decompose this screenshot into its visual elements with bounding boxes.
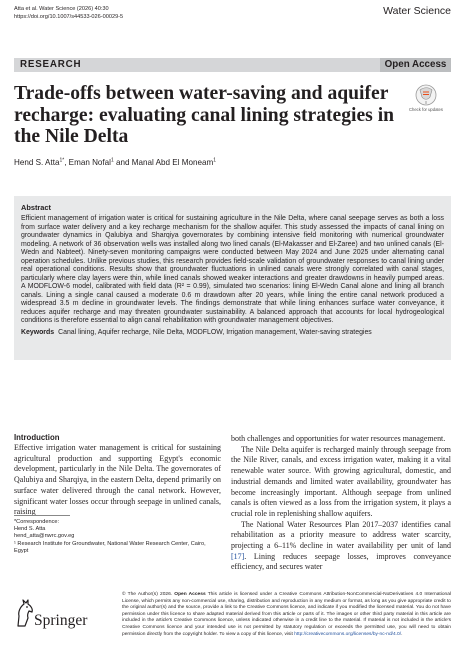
right-column: [231, 434, 451, 573]
springer-wordmark: Springer: [34, 612, 88, 629]
affiliation-line: ¹ Research Institute for Groundwater, National Water Research Center, Cairo, Egypt: [14, 540, 206, 554]
footnote-line: Hend S. Atta: [14, 526, 46, 533]
author-name: , Eman Nofal: [64, 158, 111, 167]
footnote-divider: [14, 515, 70, 516]
keywords-line: [21, 329, 444, 338]
journal-name: Water Science: [383, 5, 451, 17]
keywords-label: Keywords: [21, 328, 55, 336]
abstract-box: [14, 196, 451, 360]
body-text: The National Water Resources Plan 2017–2037 identifies canal rehabilitation as a priority measure to address water scarcity, projecting a 6–11% decline in water availability per unit of land: [231, 519, 451, 551]
check-for-updates-icon[interactable]: [415, 84, 437, 106]
affiliation-mark: 1: [213, 157, 216, 164]
check-for-updates-label[interactable]: Check for updates: [409, 107, 443, 112]
correspondence-footnote: [14, 519, 219, 555]
abstract-heading: Abstract: [21, 203, 51, 212]
open-access-label: Open Access: [380, 58, 451, 72]
body-paragraph: [231, 520, 451, 574]
license-body: This article is licensed under a Creative Commons Attribution-NonCommercial-NoDerivatives 4.0 International License, which permits any non-commercial use, sharing, distribution and reproduction in any medium or format, as long as you give appropriate credit to the original author(s) and the source, provide a link to the Creative Commons licence, and indicate if you modified the licensed material. You do not have permission under this licence to share adapted material derived from this article or parts of it. The images or other third party material in this article are included in the article's Creative Commons licence, unless indicated otherwise in a credit line to the material. If material is not included in the article's Creative Commons licence and your intended use is not permitted by statutory regulation or exceeds the permitted use, you will need to obtain permission directly from the copyright holder. To view a copy of this licence, visit: [122, 592, 452, 637]
license-statement: [122, 592, 451, 638]
journal-reference: Atta et al. Water Science (2026) 40:30: [14, 6, 109, 12]
license-url-link[interactable]: http://creativecommons.org/licenses/by-nc-nd/4.0/: [294, 631, 402, 637]
section-label: RESEARCH: [20, 59, 82, 70]
keywords-list: Canal lining, Aquifer recharge, Nile Delta, MODFLOW, Irrigation management, Water-saving strategies: [58, 328, 372, 336]
affiliation-mark: 1: [110, 157, 114, 164]
springer-horse-logo-icon: [14, 598, 36, 628]
author-name: and Manal Abd El Moneam: [113, 158, 214, 167]
affiliation-mark: 1*: [59, 157, 65, 164]
body-paragraph: Effective irrigation water management is critical for sustaining agricultural production and supporting Egypt's economic development, particularly in the Nile Delta. The governorates of Qalubiya and Sharqiya, in the eastern Delta, depend primarily on surface water delivered through the canal network. However, significant water losses occur through seepage in unlined canals, raising: [14, 443, 221, 517]
license-lead: © The Author(s) 2026.: [122, 592, 175, 597]
doi-link[interactable]: https://doi.org/10.1007/s44533-026-00029-5: [14, 13, 124, 20]
email-link[interactable]: hend_atta@nwrc.gov.eg: [14, 533, 75, 540]
body-paragraph: The Nile Delta aquifer is recharged mainly through seepage from the Nile River, canals, and excess irrigation water, making it a vital renewable water source. With growing agricultural, domestic, and industrial demands and limited water availability, groundwater has become increasingly important. Although seepage from unlined canals is often viewed as a loss from the irrigation system, it plays a crucial role in replenishing shallow aquifers.: [231, 444, 451, 518]
article-title: Trade-offs between water-saving and aquifer recharge: evaluating canal lining strategies in the Nile Delta: [14, 83, 395, 147]
author-list: [14, 158, 216, 167]
open-access-mark: Open Access: [174, 592, 206, 597]
article-type-banner: [14, 58, 451, 72]
left-column: [14, 433, 221, 518]
body-text: . Lining reduces seepage losses, improves conveyance efficiency, and secures water: [231, 551, 451, 572]
citation-link[interactable]: [17]: [231, 551, 245, 561]
abstract-text: Efficient management of irrigation water is critical for sustaining agriculture in the Nile Delta, where canal seepage serves as both a loss from surface water delivery and a key recharge mechanism for the shallow aquifer. This study assessed the impacts of canal lining on groundwater dynamics in Qalubiya and Sharqiya governorates by combining intensive field monitoring with numerical groundwater modeling. A network of 36 observation wells was installed along two lined canals (El-Makasser and El-Zaree) and two unlined canals (El-Wedn and Nabteet). Ninety-seven monitoring campaigns were conducted between May 2024 and June 2025 under alternating canal operation schedules. Unlike previous studies, this research provides field-scale validation of groundwater responses to canal lining under real operational conditions. Results show that groundwater fluctuations in unlined canals were strongly correlated with canal stages, particularly where clay layers were thin, while lined canals showed weaker interactions and greater drawdowns in heavily pumped areas. A MODFLOW-6 model, calibrated with field data (R² = 0.99), simulated two scenarios: lining El-Wedn Canal alone and lining all branch canals. Lining a single canal caused a moderate 0.6 m drawdown after 20 years, while lining the entire canal network produced a widespread 3.5 m decline in groundwater levels. The findings demonstrate that while lining enhances surface water conveyance, it reduces aquifer recharge and may threaten groundwater sustainability. A balanced approach that accounts for local hydrogeological conditions is therefore essential to align canal rehabilitation with groundwater management objectives.: [21, 215, 444, 324]
author-name: Hend S. Atta: [14, 158, 60, 167]
section-heading: Introduction: [14, 433, 60, 442]
running-header: [14, 6, 123, 21]
body-paragraph: both challenges and opportunities for water resources management.: [231, 434, 446, 443]
license-end: .: [401, 631, 403, 637]
footnote-line: *Correspondence:: [14, 519, 60, 525]
